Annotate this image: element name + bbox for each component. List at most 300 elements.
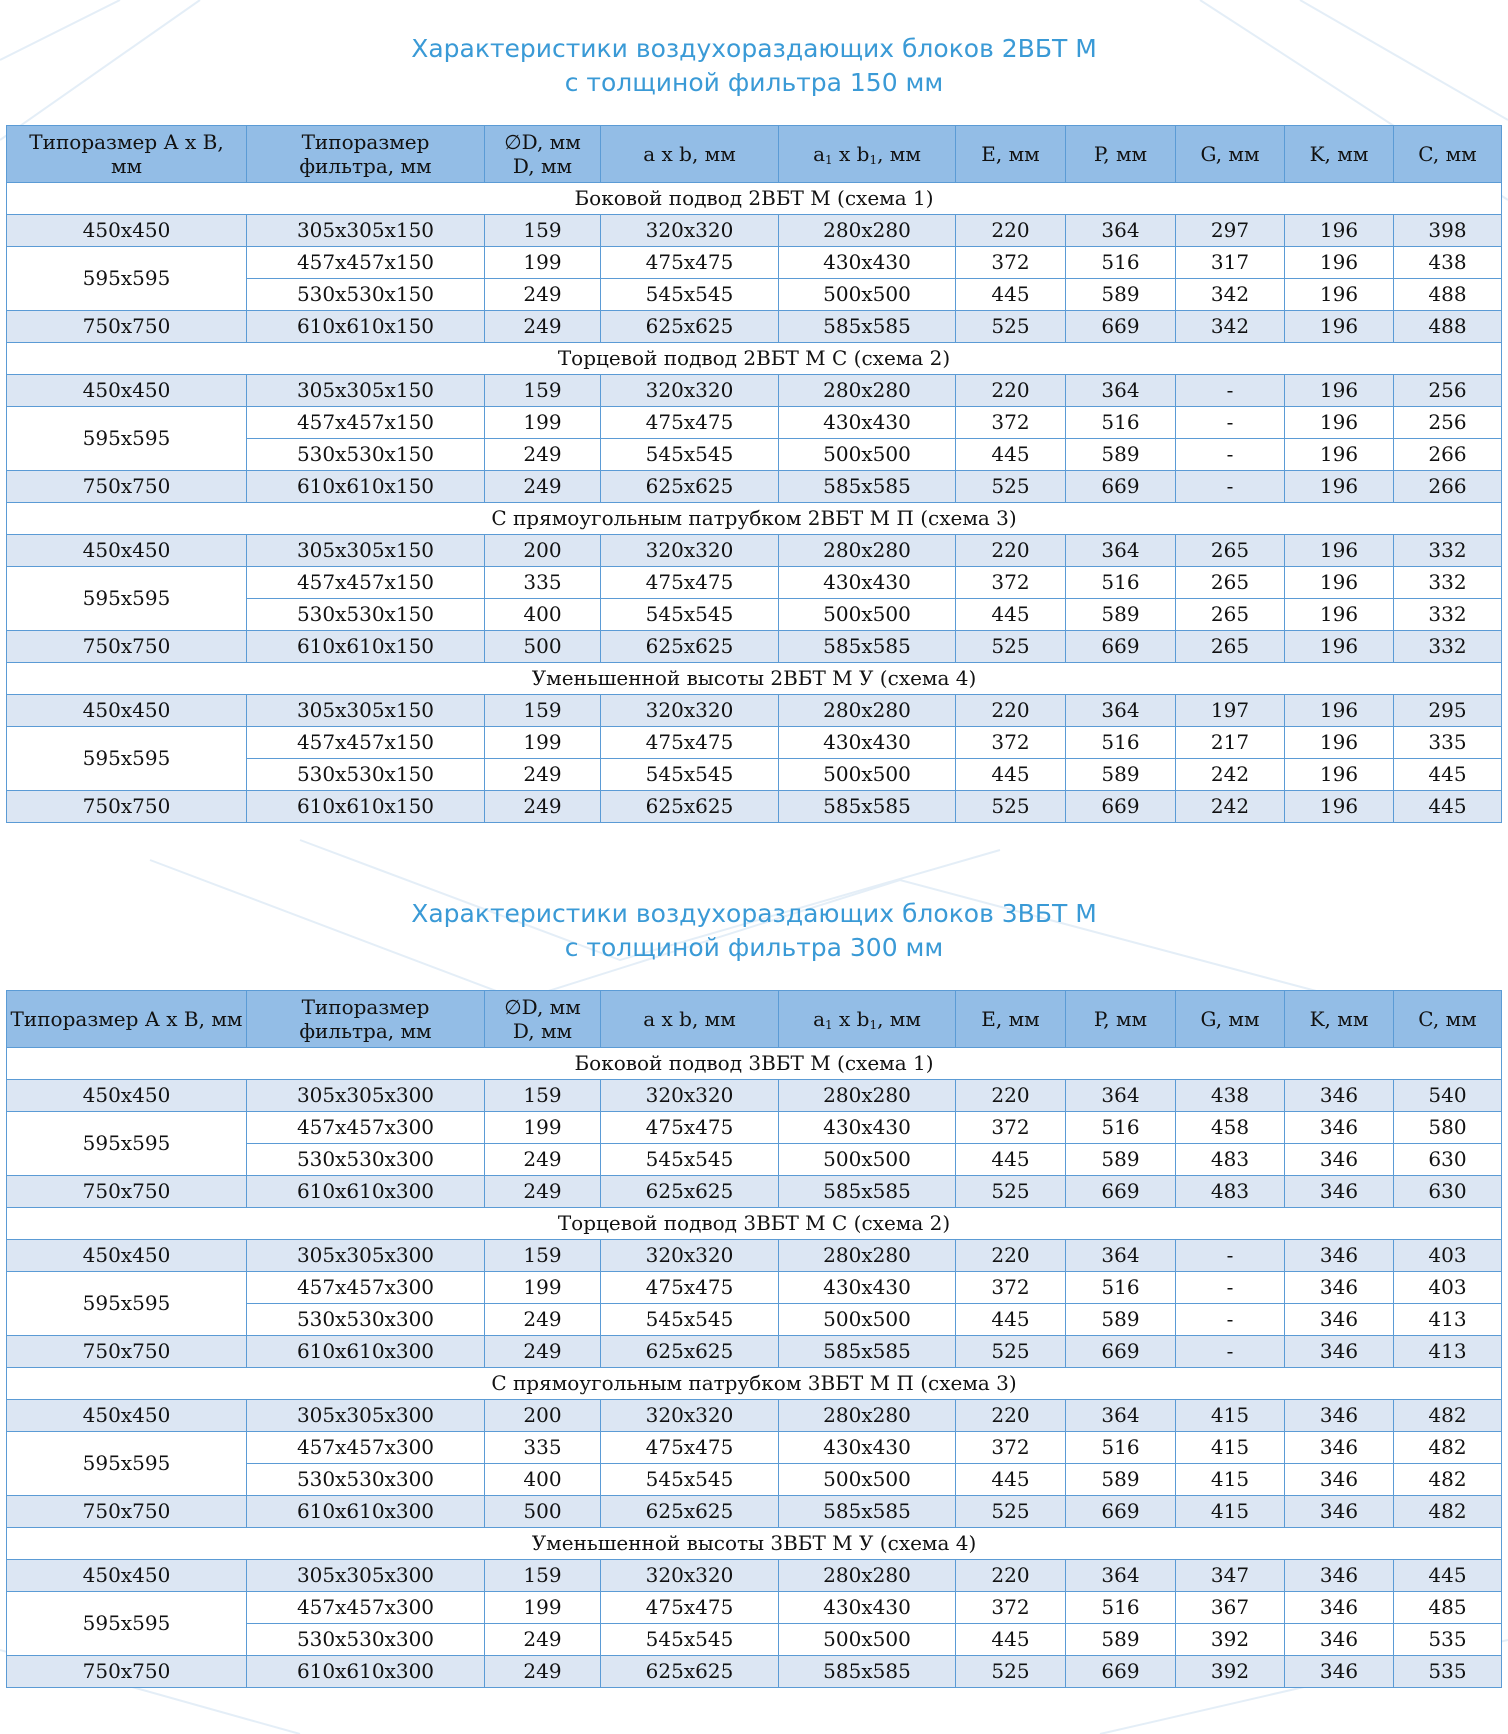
cell-a1b1: 430x430: [779, 567, 956, 599]
cell-e: 220: [956, 1560, 1066, 1592]
cell-e: 525: [956, 1336, 1066, 1368]
cell-a1b1: 585x585: [779, 471, 956, 503]
cell-ab: 320x320: [601, 1240, 779, 1272]
cell-g: -: [1176, 407, 1285, 439]
table-row: [7, 1272, 1502, 1304]
cell-c: 535: [1394, 1656, 1502, 1688]
cell-size: 750x750: [7, 311, 247, 343]
cell-c: 335: [1394, 727, 1502, 759]
cell-k: 196: [1285, 215, 1394, 247]
section-title: [0, 32, 1508, 100]
table-row: [7, 1432, 1502, 1464]
cell-d: 249: [485, 1656, 601, 1688]
cell-p: 669: [1066, 1336, 1176, 1368]
header-a1b1-part: , мм: [877, 142, 921, 166]
cell-e: 525: [956, 1176, 1066, 1208]
cell-k: 346: [1285, 1624, 1394, 1656]
cell-a1b1: 430x430: [779, 727, 956, 759]
cell-p: 669: [1066, 471, 1176, 503]
cell-p: 669: [1066, 791, 1176, 823]
header-d: [485, 126, 601, 183]
cell-size: 750x750: [7, 1176, 247, 1208]
section-title: [0, 897, 1508, 965]
cell-c: 403: [1394, 1240, 1502, 1272]
title-line-1: Характеристики воздухораздающих блоков 2ВБТ М: [411, 34, 1097, 63]
cell-filter: 610x610x300: [247, 1656, 485, 1688]
cell-g: 483: [1176, 1176, 1285, 1208]
cell-c: 445: [1394, 759, 1502, 791]
cell-e: 445: [956, 1144, 1066, 1176]
group-row: [7, 1528, 1502, 1560]
header-filter: [247, 991, 485, 1048]
cell-d: 199: [485, 1272, 601, 1304]
header-a1b1-part: , мм: [877, 1007, 921, 1031]
cell-g: 415: [1176, 1464, 1285, 1496]
cell-filter: 610x610x300: [247, 1496, 485, 1528]
cell-p: 516: [1066, 1112, 1176, 1144]
cell-size: 595x595: [7, 1592, 247, 1656]
cell-filter: 530x530x150: [247, 759, 485, 791]
cell-ab: 320x320: [601, 1080, 779, 1112]
cell-d: 199: [485, 1112, 601, 1144]
cell-ab: 625x625: [601, 1336, 779, 1368]
cell-e: 372: [956, 247, 1066, 279]
header-a1b1-part: a: [813, 1007, 826, 1031]
cell-d: 400: [485, 1464, 601, 1496]
cell-a1b1: 280x280: [779, 1400, 956, 1432]
cell-a1b1: 430x430: [779, 247, 956, 279]
cell-g: 317: [1176, 247, 1285, 279]
cell-k: 196: [1285, 567, 1394, 599]
table-row: [7, 631, 1502, 663]
cell-g: -: [1176, 1272, 1285, 1304]
cell-p: 589: [1066, 599, 1176, 631]
cell-d: 249: [485, 791, 601, 823]
header-filter-line: фильтра, мм: [299, 1019, 432, 1043]
cell-e: 445: [956, 279, 1066, 311]
cell-k: 346: [1285, 1112, 1394, 1144]
cell-p: 516: [1066, 1432, 1176, 1464]
cell-c: 445: [1394, 1560, 1502, 1592]
cell-d: 249: [485, 1144, 601, 1176]
table-section-3vbt: [0, 897, 1508, 965]
cell-g: 297: [1176, 215, 1285, 247]
cell-e: 372: [956, 1592, 1066, 1624]
cell-c: 540: [1394, 1080, 1502, 1112]
cell-k: 346: [1285, 1496, 1394, 1528]
cell-k: 346: [1285, 1432, 1394, 1464]
group-row: [7, 1048, 1502, 1080]
cell-p: 364: [1066, 375, 1176, 407]
cell-c: 482: [1394, 1400, 1502, 1432]
cell-p: 516: [1066, 407, 1176, 439]
header-size-line: Типоразмер А х В, мм: [10, 1007, 243, 1031]
cell-size: 450x450: [7, 1080, 247, 1112]
cell-ab: 320x320: [601, 1400, 779, 1432]
cell-filter: 457x457x300: [247, 1112, 485, 1144]
cell-c: 256: [1394, 407, 1502, 439]
cell-d: 159: [485, 695, 601, 727]
header-a1b1-part: 1: [869, 1018, 878, 1032]
cell-p: 516: [1066, 1272, 1176, 1304]
cell-ab: 475x475: [601, 567, 779, 599]
table-row: [7, 375, 1502, 407]
header-a1b1-part: x b: [832, 142, 870, 166]
cell-c: 256: [1394, 375, 1502, 407]
cell-g: 342: [1176, 279, 1285, 311]
cell-g: 458: [1176, 1112, 1285, 1144]
cell-size: 595x595: [7, 1112, 247, 1176]
cell-c: 445: [1394, 791, 1502, 823]
cell-p: 516: [1066, 567, 1176, 599]
cell-d: 500: [485, 631, 601, 663]
cell-filter: 305x305x150: [247, 695, 485, 727]
cell-ab: 320x320: [601, 535, 779, 567]
cell-g: 197: [1176, 695, 1285, 727]
cell-d: 199: [485, 727, 601, 759]
cell-filter: 530x530x300: [247, 1624, 485, 1656]
cell-size: 750x750: [7, 791, 247, 823]
cell-filter: 457x457x150: [247, 567, 485, 599]
cell-a1b1: 585x585: [779, 631, 956, 663]
cell-c: 266: [1394, 471, 1502, 503]
cell-g: 392: [1176, 1624, 1285, 1656]
cell-d: 249: [485, 1624, 601, 1656]
cell-p: 364: [1066, 1080, 1176, 1112]
cell-a1b1: 585x585: [779, 1336, 956, 1368]
cell-e: 525: [956, 311, 1066, 343]
cell-c: 488: [1394, 279, 1502, 311]
cell-g: -: [1176, 471, 1285, 503]
cell-k: 196: [1285, 759, 1394, 791]
header-a1b1-part: 1: [825, 1018, 833, 1032]
table-row: [7, 535, 1502, 567]
cell-filter: 530x530x150: [247, 439, 485, 471]
cell-size: 750x750: [7, 631, 247, 663]
cell-p: 589: [1066, 1464, 1176, 1496]
cell-k: 196: [1285, 631, 1394, 663]
cell-a1b1: 500x500: [779, 1464, 956, 1496]
header-k: K, мм: [1285, 991, 1394, 1048]
header-filter-line: Типоразмер: [301, 130, 430, 154]
cell-ab: 320x320: [601, 375, 779, 407]
cell-g: -: [1176, 439, 1285, 471]
cell-ab: 625x625: [601, 1176, 779, 1208]
group-label: Боковой подвод 2ВБТ М (схема 1): [7, 183, 1502, 215]
group-row: [7, 663, 1502, 695]
table-row: [7, 215, 1502, 247]
header-e: E, мм: [956, 991, 1066, 1048]
cell-size: 450x450: [7, 695, 247, 727]
cell-a1b1: 500x500: [779, 1304, 956, 1336]
cell-d: 249: [485, 759, 601, 791]
header-size: [7, 991, 247, 1048]
spec-table-2vbt: [6, 125, 1502, 823]
cell-size: 750x750: [7, 1496, 247, 1528]
table-row: [7, 567, 1502, 599]
cell-c: 438: [1394, 247, 1502, 279]
header-d: [485, 991, 601, 1048]
cell-a1b1: 280x280: [779, 1240, 956, 1272]
cell-g: 483: [1176, 1144, 1285, 1176]
cell-size: 450x450: [7, 535, 247, 567]
group-label: Боковой подвод 3ВБТ М (схема 1): [7, 1048, 1502, 1080]
table-row: [7, 791, 1502, 823]
cell-e: 220: [956, 1080, 1066, 1112]
cell-size: 595x595: [7, 1432, 247, 1496]
header-size: [7, 126, 247, 183]
cell-p: 516: [1066, 1592, 1176, 1624]
cell-ab: 475x475: [601, 407, 779, 439]
header-a1b1-part: 1: [825, 153, 833, 167]
cell-d: 249: [485, 1176, 601, 1208]
cell-d: 199: [485, 1592, 601, 1624]
cell-a1b1: 585x585: [779, 1496, 956, 1528]
cell-ab: 545x545: [601, 439, 779, 471]
cell-e: 445: [956, 439, 1066, 471]
title-line-1: Характеристики воздухораздающих блоков 3ВБТ М: [411, 899, 1097, 928]
cell-ab: 545x545: [601, 1624, 779, 1656]
header-d-line: ∅D, мм: [504, 130, 581, 154]
header-d-line: ∅D, мм: [504, 995, 581, 1019]
cell-a1b1: 500x500: [779, 1624, 956, 1656]
cell-e: 220: [956, 535, 1066, 567]
cell-ab: 475x475: [601, 1592, 779, 1624]
header-filter: [247, 126, 485, 183]
cell-c: 482: [1394, 1464, 1502, 1496]
cell-a1b1: 430x430: [779, 1112, 956, 1144]
cell-e: 445: [956, 1624, 1066, 1656]
cell-size: 450x450: [7, 1400, 247, 1432]
cell-p: 516: [1066, 247, 1176, 279]
cell-size: 450x450: [7, 1560, 247, 1592]
cell-filter: 457x457x300: [247, 1592, 485, 1624]
cell-k: 196: [1285, 695, 1394, 727]
cell-ab: 320x320: [601, 1560, 779, 1592]
header-g: G, мм: [1176, 126, 1285, 183]
group-row: [7, 1208, 1502, 1240]
cell-d: 249: [485, 1304, 601, 1336]
table-row: [7, 1656, 1502, 1688]
cell-p: 364: [1066, 1240, 1176, 1272]
header-g: G, мм: [1176, 991, 1285, 1048]
cell-filter: 530x530x300: [247, 1144, 485, 1176]
cell-p: 669: [1066, 1496, 1176, 1528]
cell-d: 249: [485, 1336, 601, 1368]
header-filter-line: фильтра, мм: [299, 154, 432, 178]
cell-e: 372: [956, 1432, 1066, 1464]
cell-a1b1: 280x280: [779, 695, 956, 727]
cell-p: 364: [1066, 695, 1176, 727]
cell-ab: 625x625: [601, 1656, 779, 1688]
table-row: [7, 695, 1502, 727]
cell-a1b1: 585x585: [779, 311, 956, 343]
cell-d: 200: [485, 1400, 601, 1432]
cell-k: 196: [1285, 439, 1394, 471]
cell-e: 372: [956, 727, 1066, 759]
cell-size: 750x750: [7, 1336, 247, 1368]
table-row: [7, 1336, 1502, 1368]
cell-c: 413: [1394, 1304, 1502, 1336]
cell-d: 335: [485, 567, 601, 599]
cell-c: 413: [1394, 1336, 1502, 1368]
cell-e: 220: [956, 215, 1066, 247]
cell-e: 445: [956, 599, 1066, 631]
header-a1b1-part: x b: [832, 1007, 870, 1031]
cell-e: 220: [956, 375, 1066, 407]
cell-k: 346: [1285, 1464, 1394, 1496]
cell-ab: 545x545: [601, 1304, 779, 1336]
cell-d: 159: [485, 1560, 601, 1592]
cell-g: 415: [1176, 1400, 1285, 1432]
cell-filter: 610x610x300: [247, 1176, 485, 1208]
group-label: С прямоугольным патрубком 2ВБТ М П (схема 3): [7, 503, 1502, 535]
cell-k: 196: [1285, 727, 1394, 759]
cell-ab: 625x625: [601, 631, 779, 663]
cell-ab: 625x625: [601, 1496, 779, 1528]
cell-e: 445: [956, 1304, 1066, 1336]
cell-filter: 530x530x300: [247, 1464, 485, 1496]
cell-k: 346: [1285, 1336, 1394, 1368]
cell-p: 669: [1066, 1176, 1176, 1208]
table-row: [7, 471, 1502, 503]
cell-k: 196: [1285, 375, 1394, 407]
header-filter-line: Типоразмер: [301, 995, 430, 1019]
cell-d: 159: [485, 1240, 601, 1272]
group-row: [7, 503, 1502, 535]
cell-a1b1: 280x280: [779, 215, 956, 247]
cell-e: 372: [956, 1272, 1066, 1304]
cell-p: 364: [1066, 1560, 1176, 1592]
cell-size: 595x595: [7, 727, 247, 791]
cell-e: 372: [956, 1112, 1066, 1144]
cell-a1b1: 585x585: [779, 1656, 956, 1688]
cell-a1b1: 585x585: [779, 1176, 956, 1208]
cell-c: 535: [1394, 1624, 1502, 1656]
cell-p: 589: [1066, 279, 1176, 311]
cell-ab: 545x545: [601, 599, 779, 631]
cell-g: -: [1176, 1240, 1285, 1272]
header-size-line: Типоразмер А х В,: [29, 130, 224, 154]
title-line-2: с толщиной фильтра 150 мм: [564, 68, 944, 97]
cell-e: 445: [956, 759, 1066, 791]
cell-ab: 475x475: [601, 247, 779, 279]
cell-size: 750x750: [7, 1656, 247, 1688]
table-row: [7, 727, 1502, 759]
group-label: Торцевой подвод 2ВБТ М С (схема 2): [7, 343, 1502, 375]
cell-ab: 545x545: [601, 759, 779, 791]
cell-g: 217: [1176, 727, 1285, 759]
cell-filter: 305x305x150: [247, 375, 485, 407]
cell-a1b1: 500x500: [779, 1144, 956, 1176]
cell-e: 220: [956, 695, 1066, 727]
table-row: [7, 1592, 1502, 1624]
cell-g: 265: [1176, 535, 1285, 567]
group-row: [7, 343, 1502, 375]
cell-filter: 530x530x150: [247, 599, 485, 631]
cell-k: 196: [1285, 247, 1394, 279]
cell-ab: 625x625: [601, 311, 779, 343]
cell-k: 346: [1285, 1080, 1394, 1112]
cell-d: 159: [485, 215, 601, 247]
table-section-2vbt: [0, 32, 1508, 100]
cell-c: 630: [1394, 1176, 1502, 1208]
cell-c: 482: [1394, 1496, 1502, 1528]
cell-k: 346: [1285, 1144, 1394, 1176]
cell-e: 525: [956, 1496, 1066, 1528]
cell-ab: 625x625: [601, 791, 779, 823]
cell-ab: 475x475: [601, 1112, 779, 1144]
cell-a1b1: 430x430: [779, 1432, 956, 1464]
cell-k: 346: [1285, 1304, 1394, 1336]
cell-filter: 457x457x300: [247, 1272, 485, 1304]
cell-ab: 320x320: [601, 215, 779, 247]
cell-g: 265: [1176, 599, 1285, 631]
cell-p: 589: [1066, 759, 1176, 791]
cell-c: 295: [1394, 695, 1502, 727]
cell-g: 265: [1176, 567, 1285, 599]
header-d-line: D, мм: [512, 154, 573, 178]
cell-k: 346: [1285, 1272, 1394, 1304]
cell-d: 199: [485, 247, 601, 279]
cell-c: 266: [1394, 439, 1502, 471]
header-d-line: D, мм: [512, 1019, 573, 1043]
cell-g: 415: [1176, 1432, 1285, 1464]
header-row: [7, 126, 1502, 183]
cell-e: 372: [956, 567, 1066, 599]
cell-e: 525: [956, 631, 1066, 663]
cell-a1b1: 280x280: [779, 535, 956, 567]
cell-size: 595x595: [7, 567, 247, 631]
cell-g: -: [1176, 1336, 1285, 1368]
cell-e: 445: [956, 1464, 1066, 1496]
cell-size: 595x595: [7, 247, 247, 311]
cell-a1b1: 585x585: [779, 791, 956, 823]
cell-d: 159: [485, 375, 601, 407]
cell-a1b1: 280x280: [779, 1560, 956, 1592]
cell-size: 450x450: [7, 375, 247, 407]
cell-e: 372: [956, 407, 1066, 439]
cell-filter: 305x305x300: [247, 1080, 485, 1112]
cell-filter: 305x305x300: [247, 1560, 485, 1592]
cell-d: 400: [485, 599, 601, 631]
cell-k: 346: [1285, 1656, 1394, 1688]
header-a1b1-part: 1: [869, 153, 878, 167]
cell-k: 196: [1285, 407, 1394, 439]
cell-d: 199: [485, 407, 601, 439]
cell-k: 346: [1285, 1400, 1394, 1432]
table-row: [7, 1240, 1502, 1272]
cell-k: 196: [1285, 311, 1394, 343]
cell-filter: 457x457x150: [247, 727, 485, 759]
header-a1b1: [779, 126, 956, 183]
cell-a1b1: 280x280: [779, 1080, 956, 1112]
cell-filter: 305x305x150: [247, 215, 485, 247]
cell-e: 220: [956, 1400, 1066, 1432]
header-e: E, мм: [956, 126, 1066, 183]
table-row: [7, 1080, 1502, 1112]
group-label: Торцевой подвод 3ВБТ М С (схема 2): [7, 1208, 1502, 1240]
cell-c: 403: [1394, 1272, 1502, 1304]
cell-g: 347: [1176, 1560, 1285, 1592]
cell-d: 249: [485, 279, 601, 311]
cell-d: 200: [485, 535, 601, 567]
group-row: [7, 1368, 1502, 1400]
cell-a1b1: 430x430: [779, 1272, 956, 1304]
cell-p: 364: [1066, 535, 1176, 567]
cell-c: 482: [1394, 1432, 1502, 1464]
cell-d: 500: [485, 1496, 601, 1528]
